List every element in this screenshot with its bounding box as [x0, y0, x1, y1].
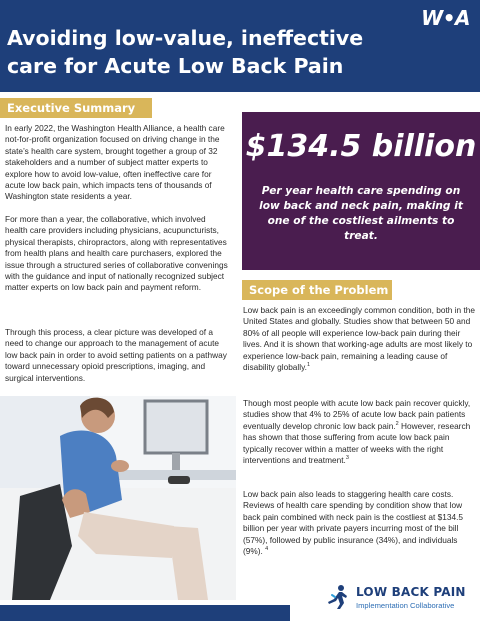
scope-p1-text: Low back pain is an exceedingly common condition, both in the United States and globally. Studies show that between 50 and 80% of all people will experience low-back pain during their lives. And it is shown that working-age adults are most likely to experience low-back pain, remaining a leading cause of disability globally.	[243, 305, 475, 373]
collaborative-logo-subtitle: Implementation Collaborative	[356, 601, 455, 610]
stat-number: $134.5 billion	[245, 129, 477, 164]
ref-1: 1	[306, 362, 311, 369]
exec-paragraph-3: Through this process, a clear picture was developed of a need to change our approach to the management of acute low back pain in order to avoid setting patients on a pathway toward unnecessary opioid prescriptions, imaging, and surgical interventions.	[5, 327, 227, 383]
page-title: Avoiding low-value, ineffective care for Acute Low Back Pain	[7, 26, 364, 78]
scope-paragraph-1	[243, 305, 476, 373]
stat-callout	[242, 112, 480, 270]
ref-2: 2	[395, 421, 399, 428]
scope-paragraph-3	[243, 489, 476, 557]
header-banner	[0, 0, 480, 92]
wha-logo: W•A	[421, 6, 470, 30]
executive-summary-heading: Executive Summary	[0, 98, 152, 118]
scope-paragraph-2	[243, 398, 476, 466]
ref-3: 3	[345, 455, 349, 462]
ref-4: 4	[265, 546, 269, 553]
person-back-pain-icon	[324, 584, 350, 610]
scope-p2b-text: However, research has shown that those suffering from acute low back pain typically recover within a matter of weeks with the right interventions and treatment.	[243, 420, 471, 466]
stat-caption: Per year health care spending on low back and neck pain, making it one of the costliest ailments to treat.	[259, 185, 463, 242]
scope-p2a-text: Though most people with acute low back pain recover quickly, studies show that 4% to 25% of acute low back pain patients eventually develop chronic low back pain.	[243, 398, 471, 431]
exec-paragraph-2: For more than a year, the collaborative, which involved health care providers including physicians, acupuncturists, physical therapists, chiropractors, along with representatives from health plans and health care purchasers, explored the issue through a structured series of collaborative convenings with the guidance and input of nationally recognized subject matter experts on low back pain and payment reform.	[5, 214, 228, 293]
footer-bar	[0, 605, 290, 621]
collaborative-logo-title: LOW BACK PAIN	[356, 585, 466, 599]
back-pain-photo	[0, 396, 236, 600]
exec-paragraph-1: In early 2022, the Washington Health Alliance, a health care not-for-profit organization focused on driving change in the state’s health care system, brought together a group of 32 stakeholders and a number of subject matter experts to explore how to avoid low-value, often ineffective care for acute low back pain, which impacts tens of thousands of Washington state residents a year.	[5, 123, 225, 202]
scope-p3-text: Low back pain also leads to staggering health care costs. Reviews of health care spending by condition show that low back pain combined with neck pain is the costliest at $134.5 billion per year with private payers incurring most of the bill (57%), followed by public insurance (34%), and individuals (9%).	[243, 489, 463, 557]
scope-heading: Scope of the Problem	[242, 280, 392, 300]
